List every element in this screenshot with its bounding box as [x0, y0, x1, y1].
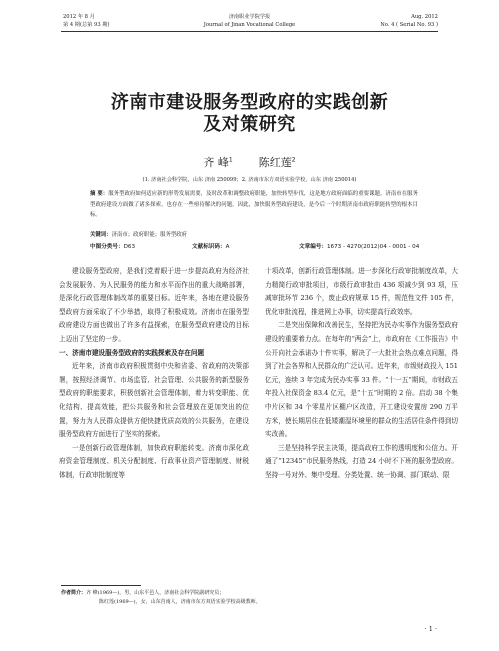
author-footnote	[61, 589, 261, 606]
body-column-right	[265, 265, 458, 483]
header-divider	[61, 31, 438, 32]
body-paragraph: 三是坚持科学民主决策，提高政府工作的透明度和公信力。开通了“12345”市民服务热线，打造 24 小时不下班的服务型政府。坚持一号对外、集中受理、分类处置、统一协调、部门联动、限	[265, 443, 458, 479]
issue-number: 第 4 期(总第 93 期)	[63, 21, 110, 28]
article-title	[0, 92, 499, 136]
header-right	[380, 14, 438, 29]
author-2: 陈红莲	[258, 156, 292, 169]
footnote-divider	[61, 585, 141, 586]
body-paragraph: 建设服务型政府，是我们党着眼于进一步提高政府为经济社会发展服务、为人民服务的能力和水平而作出的重大战略部署，是深化行政管理体制改革的重要目标。近年来，各地在建设服务型政府方面采取了不少举措，取得了积极成效。济南市在服务型政府建设方面也做出了许多有益探索，在服务型政府建设的目标上迈出了坚定的一步。	[59, 267, 249, 343]
abstract-label: 摘 要：	[90, 191, 109, 197]
body-paragraph: 一是创新行政管理体制，加快政府职能转变。济南市深化政府资金管理制度、机关分配制度、行政事业资产管理制度、财税体制，行政审批制度等	[59, 443, 249, 479]
issue-number-en: No. 4 ( Serial No. 93 )	[380, 21, 438, 28]
title-line-2: 及对策研究	[203, 114, 296, 135]
authors	[0, 154, 499, 170]
footnote-line-2: 陈红莲(1969—)，女，山东莒南人，济南市东方双语实验学校高级教师。	[99, 598, 261, 605]
document-code: 文献标识码：A	[192, 244, 230, 250]
footnote-label: 作者简介：	[61, 590, 87, 596]
page-number: · 1 ·	[424, 625, 437, 633]
issue-date-en: Aug. 2012	[411, 14, 438, 20]
journal-name-en: Journal of Jinan Vocational College	[203, 21, 296, 28]
abstract-text: 服务型政府如何适应新的形势发展需要，及时改革和调整政府职能，加快转型步伐，这是地方政府面临的重要课题。济南市在服务型政府建设方面做了诸多探索，也存在一些亟待解决的问题。因此，加快服务型政府建设，是今后一个时期济南市政府职能转型的根本目标。	[90, 191, 418, 219]
author-2-mark: 2	[291, 156, 296, 164]
clc-number: 中图分类号：D63	[90, 244, 136, 250]
affiliation: (1. 济南社会科学院，山东 济南 250099；2. 济南市东方双语实验学校，山东 济南 250014)	[142, 177, 357, 183]
section-heading: 一、济南市建设服务型政府的实践探索及存在问题	[59, 348, 205, 357]
body-paragraph: 近年来，济南市政府积极贯彻中央和省委、省政府的决策部署，按照经济调节、市场监管、社会管理、公共服务的新型服务型政府的职能要求，积极创新社会管理体制，着力转变职能、优化结构、提高效能，把公共服务和社会管理放在更加突出的位置，努力为人民群众提供方便快捷优质高效的公共服务，在建设服务型政府方面进行了坚实的探索。	[59, 362, 249, 439]
title-line-1: 济南市建设服务型政府的实践创新	[110, 92, 389, 113]
author-1-mark: 1	[228, 156, 233, 164]
abstract	[90, 189, 418, 221]
footnote-line-1: 齐 峰(1969—)，男，山东平邑人，济南社会科学院副研究员；	[86, 590, 225, 596]
body-paragraph: 十项改革，创新行政管理体制。进一步深化行政审批制度改革，大力精简行政审批项目，市级行政审批由 436 项减少到 93 项，压减审批环节 236 个，废止政府规章 15 件，规范性文件 105 件，优化审批流程，推进网上办事，切实提高行政效率。	[265, 267, 458, 316]
keywords-label: 关键词：	[90, 232, 112, 238]
keywords	[90, 230, 187, 238]
body-paragraph: 二是突出保障和改善民生，坚持把为民办实事作为服务型政府建设的重要着力点。在每年的“两会”上，市政府在《工作报告》中公开向社会承诺办十件实事，解决了一大批社会热点难点问题，得到了社会各界和人民群众的广泛认可。近年来，市级财政投入 151 亿元，连续 3 年完成为民办实事 33 件。“十一五”期间，市财政五年投入社保资金 83.4 亿元，是“十五”时期的 2 倍。启动 38 个集中片区和 34 个零星片区棚户区改造，开工建设安置房 290 万平方米，使长期居住在低矮潮湿环境里的群众的生活居住条件得到切实改善。	[265, 321, 458, 439]
article-number: 文章编号：1673 - 4270(2012)04 - 0001 - 04	[299, 244, 420, 250]
body-column-left	[59, 265, 249, 483]
author-1: 齐 峰	[203, 156, 229, 169]
issue-date: 2012 年 8 月	[63, 14, 95, 20]
journal-name-cn: 济南职业学院学报	[228, 14, 271, 20]
keywords-text: 济南市；政府职能；服务型政府	[111, 232, 188, 238]
